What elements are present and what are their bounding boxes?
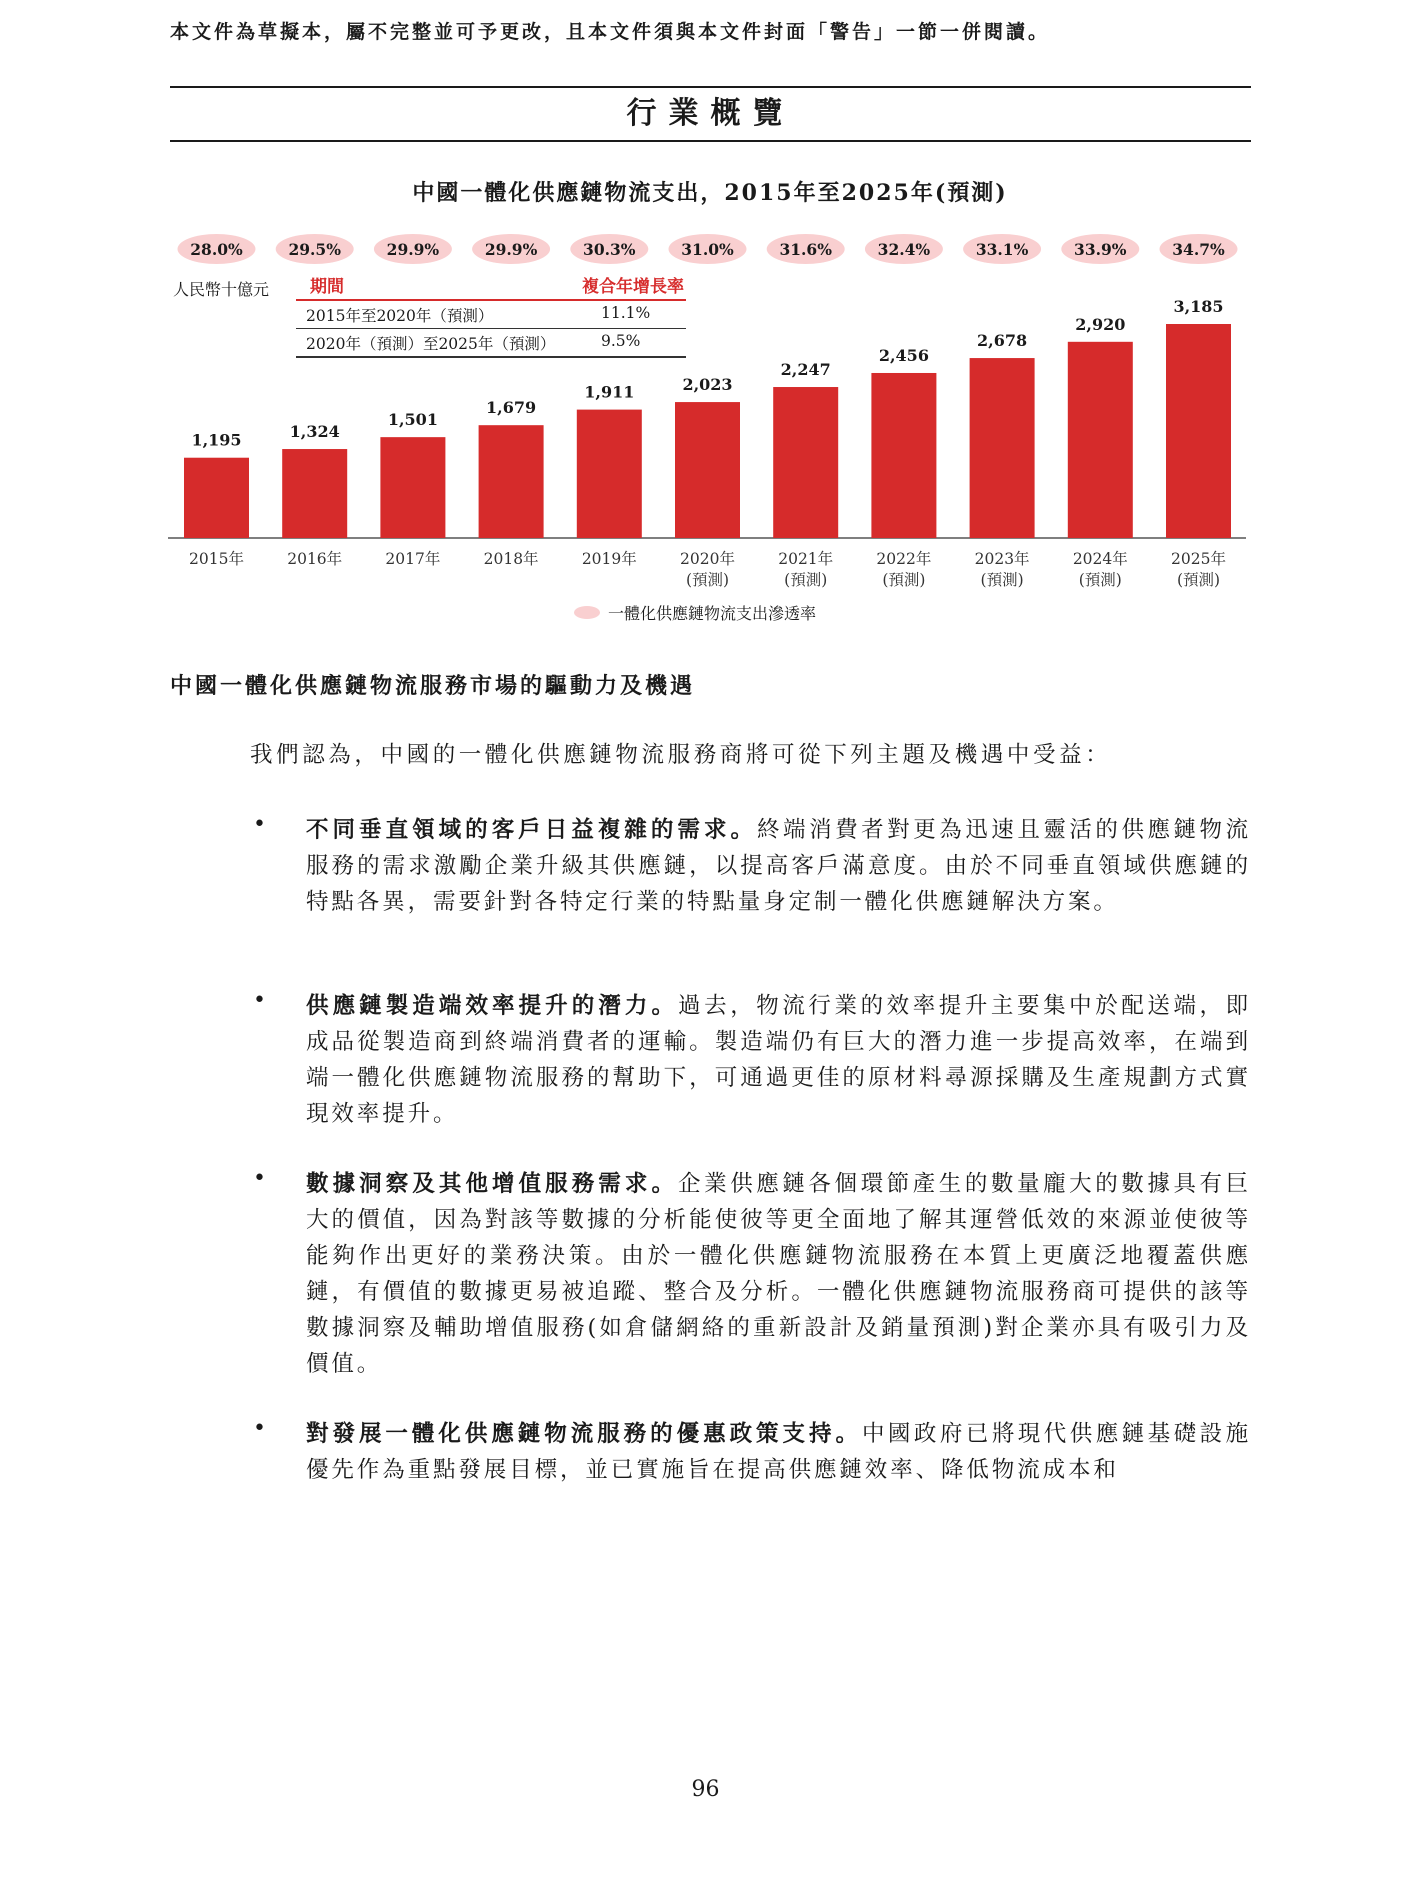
y-unit-label: 人民幣十億元 — [173, 280, 270, 299]
bullet-title: 數據洞察及其他增值服務需求。 — [306, 1171, 679, 1197]
bar — [1166, 324, 1231, 538]
chart-legend — [574, 601, 816, 624]
bar — [1068, 342, 1133, 538]
x-tick-label: (預測) — [980, 571, 1024, 589]
bullet-item — [253, 988, 1251, 1132]
rate-label: 29.5% — [288, 240, 341, 259]
bar — [380, 437, 445, 538]
intro-paragraph: 我們認為，中國的一體化供應鏈物流服務商將可從下列主題及機遇中受益： — [250, 742, 1112, 768]
x-tick-label: 2025年 — [1171, 550, 1226, 568]
x-tick-label: (預測) — [784, 571, 828, 589]
data-label: 2,678 — [977, 331, 1028, 351]
legend-bubble-swatch — [574, 606, 600, 619]
x-tick-label: 2015年 — [189, 550, 244, 568]
x-tick-label: 2016年 — [287, 550, 343, 568]
bullet-title: 對發展一體化供應鏈物流服務的優惠政策支持。 — [306, 1421, 862, 1447]
legend-label: 一體化供應鏈物流支出滲透率 — [608, 604, 817, 623]
bullet-text: 過去，物流行業的效率提升主要集中於配送端，即成品從製造商到終端消費者的運輸。製造端仍有巨大的潛力進一步提高效率，在端到端一體化供應鏈物流服務的幫助下，可通過更佳的原材料尋源採購及生產規劃方式實現效率提升。 — [306, 993, 1251, 1127]
cagr-row — [296, 329, 686, 358]
data-label: 2,920 — [1075, 314, 1126, 334]
bar — [282, 449, 347, 538]
cagr-period: 2015年至2020年（預測） — [306, 307, 494, 325]
x-tick-label: 2020年 — [680, 550, 735, 568]
data-label: 1,501 — [387, 410, 438, 430]
bullet-item — [253, 1166, 1251, 1382]
x-tick-label: (預測) — [1078, 571, 1122, 589]
bullet-body — [306, 988, 1251, 1132]
bullet-body — [306, 1166, 1251, 1382]
bar — [577, 410, 642, 538]
data-label: 3,185 — [1173, 297, 1224, 316]
bullet-marker: • — [253, 988, 266, 1013]
rate-label: 34.7% — [1172, 240, 1225, 259]
bullet-text: 企業供應鏈各個環節產生的數量龐大的數據具有巨大的價值，因為對該等數據的分析能使彼等更全面地了解其運營低效的來源並使彼等能夠作出更好的業務決策。由於一體化供應鏈物流服務在本質上更廣泛地覆蓋供應鏈，有價值的數據更易被追蹤、整合及分析。一體化供應鏈物流服務商可提供的該等數據洞察及輔助增值服務(如倉儲網絡的重新設計及銷量預測)對企業亦具有吸引力及價值。 — [306, 1171, 1251, 1377]
cagr-header-period: 期間 — [310, 277, 344, 297]
rate-label: 31.0% — [681, 240, 734, 259]
bar — [675, 402, 740, 538]
bullet-marker: • — [253, 1166, 266, 1191]
section-title: 行業概覽 — [170, 86, 1251, 142]
bullet-body — [306, 812, 1251, 920]
bullet-text: 終端消費者對更為迅速且靈活的供應鏈物流服務的需求激勵企業升級其供應鏈，以提高客戶滿意度。由於不同垂直領域供應鏈的特點各異，需要針對各特定行業的特點量身定制一體化供應鏈解決方案。 — [306, 817, 1251, 915]
rate-label: 33.1% — [975, 240, 1029, 259]
x-tick-label: 2023年 — [974, 550, 1030, 568]
x-tick-label: 2021年 — [778, 550, 834, 568]
bullet-text: 中國政府已將現代供應鏈基礎設施優先作為重點發展目標，並已實施旨在提高供應鏈效率、降低物流成本和 — [306, 1421, 1251, 1483]
x-tick-label: 2018年 — [483, 550, 539, 568]
x-tick-label: (預測) — [685, 571, 730, 589]
bullet-marker: • — [253, 812, 266, 837]
rate-label: 28.0% — [190, 240, 243, 259]
bullet-title: 不同垂直領域的客戶日益複雜的需求。 — [306, 817, 758, 843]
data-label: 2,456 — [878, 345, 929, 365]
bar — [773, 387, 838, 538]
cagr-header-rate: 複合年增長率 — [582, 277, 684, 297]
bar — [970, 358, 1035, 538]
cagr-table — [296, 272, 686, 358]
rate-label: 33.9% — [1074, 240, 1127, 259]
data-label: 1,324 — [289, 422, 340, 442]
x-tick-label: 2019年 — [581, 550, 637, 568]
cagr-period: 2020年（預測）至2025年（預測） — [306, 335, 556, 353]
cagr-rate: 9.5% — [601, 332, 641, 350]
draft-disclaimer: 本文件為草擬本，屬不完整並可予更改，且本文件須與本文件封面「警告」一節一併閱讀。 — [170, 21, 1051, 43]
data-label: 1,195 — [191, 430, 242, 450]
rate-label: 30.3% — [583, 240, 636, 259]
x-tick-label: 2022年 — [876, 550, 932, 568]
page-number: 96 — [691, 1777, 720, 1802]
section-subheading: 中國一體化供應鏈物流服務市場的驅動力及機遇 — [170, 673, 696, 699]
bar — [184, 458, 249, 538]
bullet-body — [306, 1416, 1251, 1488]
rate-label: 29.9% — [484, 240, 538, 259]
x-tick-label: 2024年 — [1072, 550, 1128, 568]
bullet-marker: • — [253, 1416, 266, 1441]
cagr-row — [296, 301, 686, 329]
x-tick-label: (預測) — [882, 571, 926, 589]
rate-label: 32.4% — [877, 240, 931, 259]
x-tick-label: 2017年 — [385, 550, 441, 568]
bar — [479, 425, 544, 538]
bullet-title: 供應鏈製造端效率提升的潛力。 — [306, 993, 679, 1019]
rate-label: 29.9% — [386, 240, 440, 259]
bar — [871, 373, 936, 538]
data-label: 2,023 — [682, 375, 733, 395]
rate-label: 31.6% — [779, 240, 832, 259]
cagr-table-header — [296, 272, 686, 301]
bullet-item — [253, 812, 1251, 920]
bullet-item — [253, 1416, 1251, 1488]
cagr-rate: 11.1% — [601, 304, 651, 322]
data-label: 1,679 — [486, 398, 537, 418]
x-tick-label: (預測) — [1176, 571, 1221, 589]
data-label: 2,247 — [780, 360, 831, 380]
chart-title: 中國一體化供應鏈物流支出，2015年至2025年(預測) — [412, 180, 1008, 206]
data-label: 1,911 — [584, 382, 635, 402]
